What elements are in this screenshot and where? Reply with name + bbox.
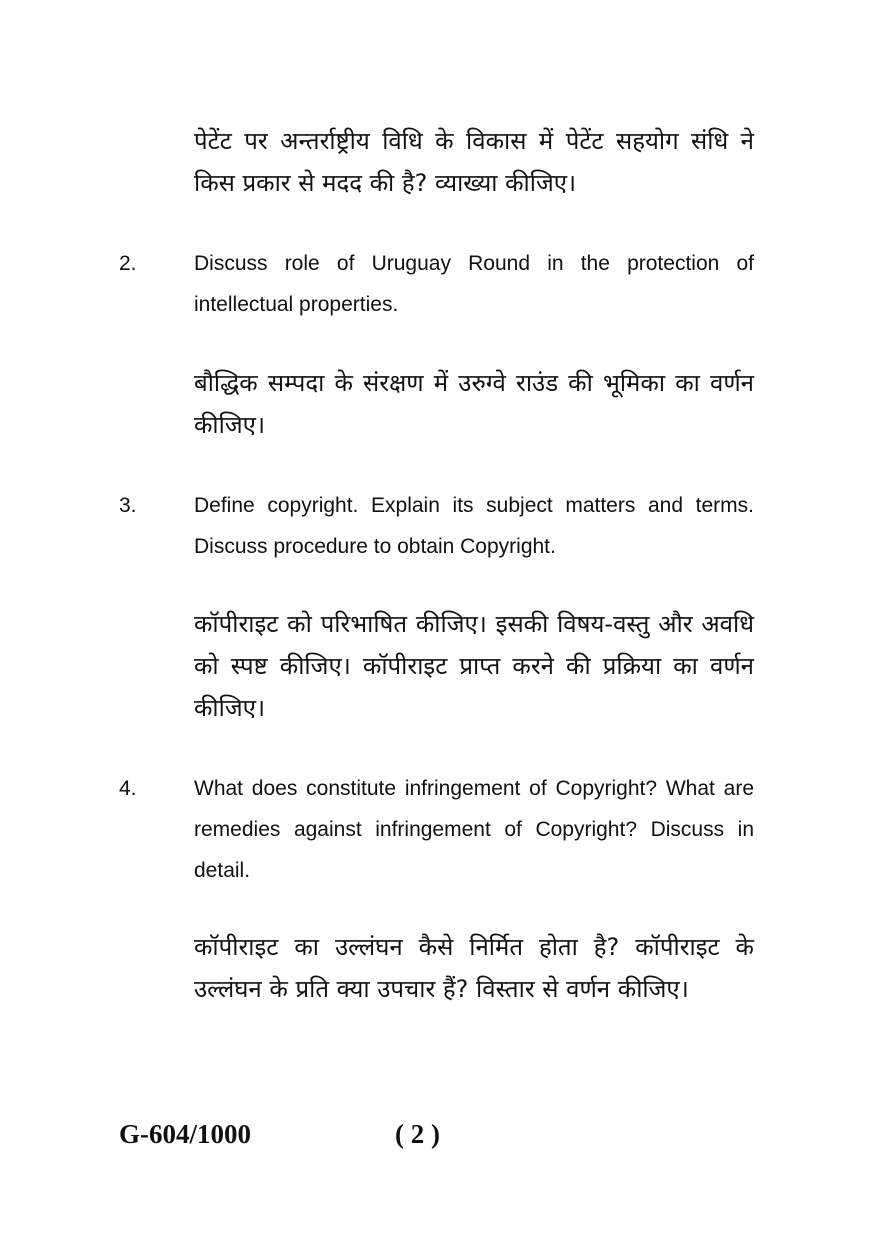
question-4-number: 4. [119,777,137,800]
page-number: ( 2 ) [395,1119,440,1149]
question-2-english-text: Discuss role of Uruguay Round in the protection of intellectual properties. [194,252,754,316]
question-2-number: 2. [119,252,137,275]
question-4-hindi-text: कॉपीराइट का उल्लंघन कैसे निर्मित होता है? कॉपीराइट के उल्लंघन के प्रति क्या उपचार हैं? विस्तार से वर्णन कीजिए। [194,933,754,1003]
question-3-english-text: Define copyright. Explain its subject matters and terms. Discuss procedure to obtain Copyright. [194,494,754,558]
question-3-number: 3. [119,494,137,517]
question-1-hindi-text: पेटेंट पर अन्तर्राष्ट्रीय विधि के विकास में पेटेंट सहयोग संधि ने किस प्रकार से मदद की है? व्याख्या कीजिए। [194,127,754,197]
question-2-hindi-text: बौद्धिक सम्पदा के संरक्षण में उरुग्वे राउंड की भूमिका का वर्णन कीजिए। [194,369,754,439]
question-3-hindi-text: कॉपीराइट को परिभाषित कीजिए। इसकी विषय-वस्तु और अवधि को स्पष्ट कीजिए। कॉपीराइट प्राप्त करने की प्रक्रिया का वर्णन कीजिए। [194,610,754,722]
question-4-english-text: What does constitute infringement of Copyright? What are remedies against infringement of Copyright? Discuss in detail. [194,777,754,882]
paper-code: G-604/1000 [119,1119,251,1149]
